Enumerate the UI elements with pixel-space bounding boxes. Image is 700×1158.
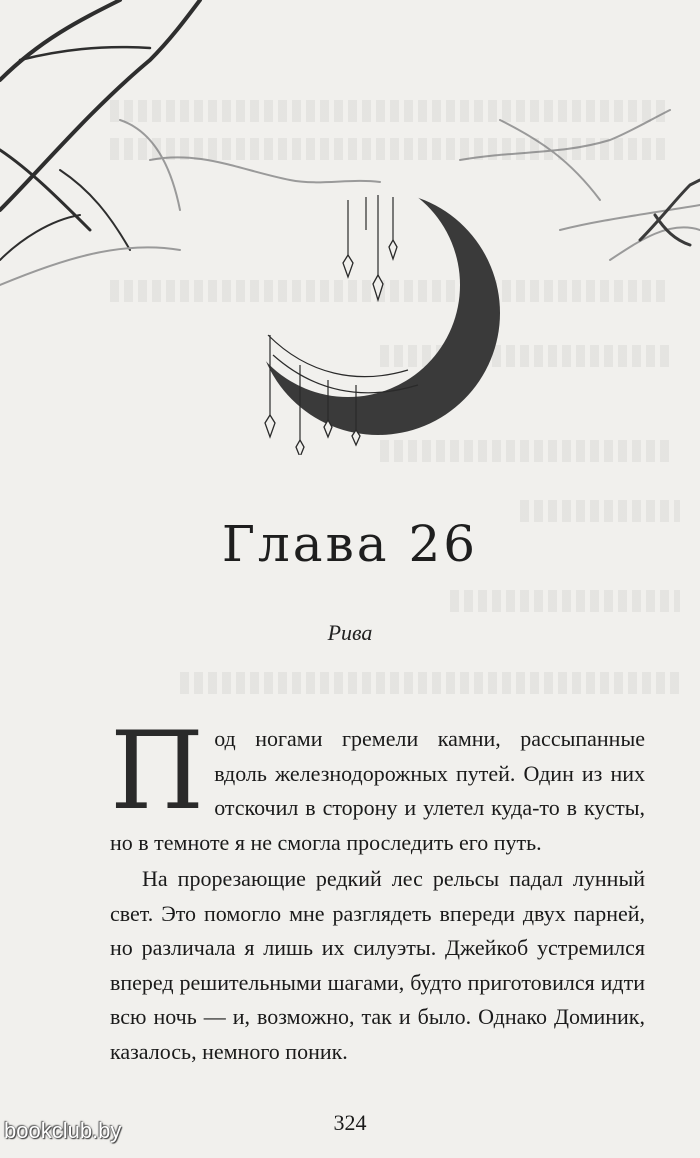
paragraph — [110, 709, 645, 860]
bleed-through — [110, 100, 670, 122]
page-number: 324 — [333, 1110, 367, 1135]
crescent-moon-illustration — [248, 185, 508, 455]
watermark: bookclub.by — [4, 1118, 122, 1143]
chapter-title: Глава 26 — [221, 515, 479, 573]
paragraph-text: од ногами гремели камни, рассыпанные вдоль железнодорожных путей. Один из них отскочил в сторону и улетел куда-то в кусты, но в темноте я не смогла проследить его путь. — [110, 726, 645, 855]
bleed-through — [110, 138, 670, 160]
chapter-body — [110, 709, 645, 1069]
paragraph: На прорезающие редкий лес рельсы падал лунный свет. Это помогло мне разглядеть впереди двух парней, но различала я лишь их силуэты. Джейкоб устремился вперед решительными шагами, будто приготовился идти всю ночь — и, возможно, так и было. Однако Доминик, казалось, немного поник. — [110, 866, 645, 1064]
drop-cap: П — [110, 709, 205, 834]
bleed-through — [180, 672, 680, 694]
chapter-subtitle: Рива — [327, 620, 373, 645]
bleed-through — [450, 590, 680, 612]
